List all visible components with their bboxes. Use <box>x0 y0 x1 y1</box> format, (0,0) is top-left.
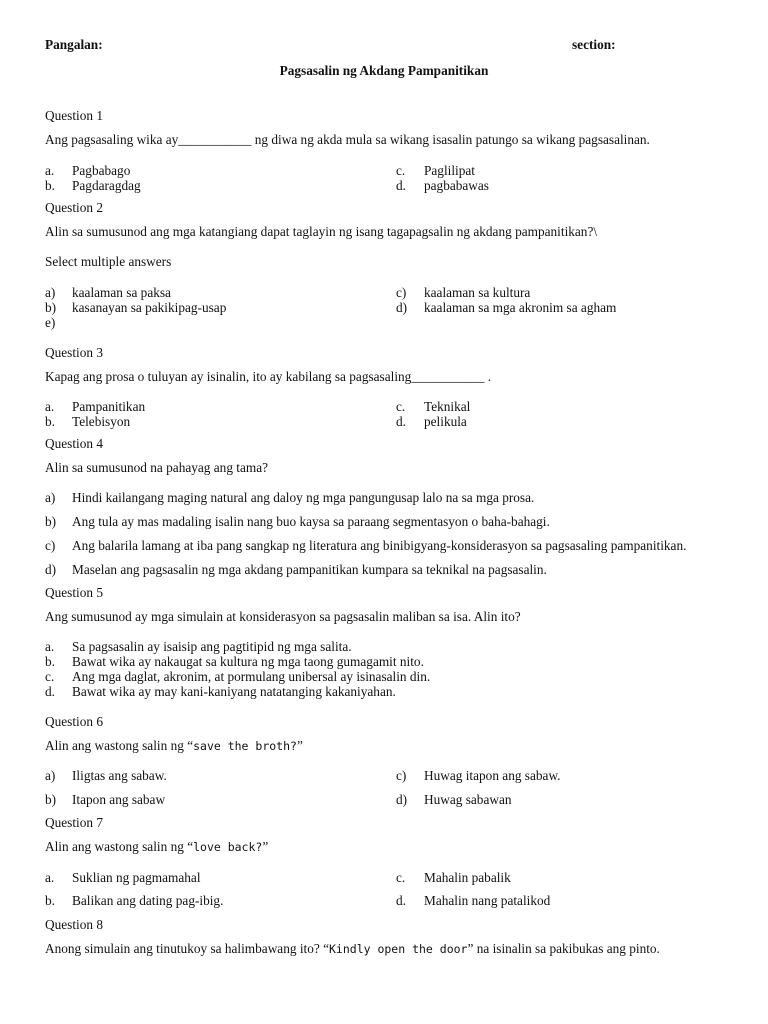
question-5-label: Question 5 <box>45 585 103 600</box>
q7-option-b: Balikan ang dating pag-ibig. <box>72 893 224 908</box>
q3-option-b: Telebisyon <box>72 414 131 429</box>
q5-option-b: Bawat wika ay nakaugat sa kultura ng mga taong gumagamit nito. <box>72 654 424 669</box>
name-label: Pangalan: <box>45 37 103 52</box>
q5-option-a: Sa pagsasalin ay isaisip ang pagtitipid ng mga salita. <box>72 639 352 654</box>
question-8-prompt-pre: Anong simulain ang tinutukoy sa halimbawang ito? “ <box>45 941 329 956</box>
q4-option-c-letter: c) <box>45 538 56 553</box>
question-2-instruction: Select multiple answers <box>45 254 172 269</box>
q6-option-c-letter: c) <box>396 768 407 783</box>
question-1-label: Question 1 <box>45 108 103 123</box>
question-7-label: Question 7 <box>45 815 103 830</box>
q2-option-b: kasanayan sa pakikipag-usap <box>72 300 227 315</box>
question-8-prompt <box>45 941 660 957</box>
q6-option-d: Huwag sabawan <box>424 792 512 807</box>
question-4-prompt: Alin sa sumusunod na pahayag ang tama? <box>45 460 269 475</box>
q1-option-c-letter: c. <box>396 163 406 178</box>
question-8-label: Question 8 <box>45 917 103 932</box>
question-6-prompt <box>45 738 303 754</box>
question-3-label: Question 3 <box>45 345 103 360</box>
question-7-prompt-post: ” <box>262 839 269 854</box>
q4-option-d-letter: d) <box>45 562 57 577</box>
page-title: Pagsasalin ng Akdang Pampanitikan <box>279 63 489 78</box>
q4-option-c: Ang balarila lamang at iba pang sangkap ng literatura ang binibigyang-konsiderasyon sa pagsasaling pampanitikan. <box>72 538 687 553</box>
question-7-phrase: love back? <box>193 840 263 854</box>
q2-option-a: kaalaman sa paksa <box>72 285 171 300</box>
question-1-prompt: Ang pagsasaling wika ay___________ ng diwa ng akda mula sa wikang isasalin patungo sa wikang pagsasalinan. <box>45 132 650 147</box>
q3-option-d-letter: d. <box>396 414 406 429</box>
q7-option-a: Suklian ng pagmamahal <box>72 870 201 885</box>
q4-option-a-letter: a) <box>45 490 56 505</box>
q7-option-d: Mahalin nang patalikod <box>424 893 551 908</box>
q7-option-c-letter: c. <box>396 870 406 885</box>
q2-option-d: kaalaman sa mga akronim sa agham <box>424 300 617 315</box>
q2-option-e-letter: e) <box>45 315 56 330</box>
q6-option-b-letter: b) <box>45 792 57 807</box>
q2-option-c: kaalaman sa kultura <box>424 285 531 300</box>
q6-option-c: Huwag itapon ang sabaw. <box>424 768 561 783</box>
question-2-prompt: Alin sa sumusunod ang mga katangiang dapat taglayin ng isang tagapagsalin ng akdang pampanitikan?\ <box>45 224 598 239</box>
q5-option-b-letter: b. <box>45 654 55 669</box>
question-6-prompt-pre: Alin ang wastong salin ng “ <box>45 738 194 753</box>
question-6-phrase: save the broth? <box>193 739 297 753</box>
question-8-phrase: Kindly open the door <box>329 942 468 956</box>
q2-option-d-letter: d) <box>396 300 408 315</box>
q1-option-d-letter: d. <box>396 178 406 193</box>
q2-option-a-letter: a) <box>45 285 56 300</box>
q1-option-b-letter: b. <box>45 178 55 193</box>
q6-option-d-letter: d) <box>396 792 408 807</box>
q5-option-a-letter: a. <box>45 639 55 654</box>
q1-option-a: Pagbabago <box>72 163 131 178</box>
q6-option-a-letter: a) <box>45 768 56 783</box>
q7-option-a-letter: a. <box>45 870 55 885</box>
q4-option-b-letter: b) <box>45 514 57 529</box>
q5-option-d-letter: d. <box>45 684 55 699</box>
q5-option-c: Ang mga daglat, akronim, at pormulang unibersal ay isinasalin din. <box>72 669 431 684</box>
q3-option-b-letter: b. <box>45 414 55 429</box>
q3-option-d: pelikula <box>424 414 467 429</box>
q2-option-b-letter: b) <box>45 300 57 315</box>
question-6-prompt-post: ” <box>296 738 303 753</box>
q3-option-c-letter: c. <box>396 399 406 414</box>
q6-option-b: Itapon ang sabaw <box>72 792 166 807</box>
q3-option-c: Teknikal <box>424 399 471 414</box>
q7-option-c: Mahalin pabalik <box>424 870 511 885</box>
q5-option-c-letter: c. <box>45 669 55 684</box>
question-8-prompt-post: ” na isinalin sa pakibukas ang pinto. <box>467 941 660 956</box>
question-2-label: Question 2 <box>45 200 103 215</box>
q3-option-a: Pampanitikan <box>72 399 146 414</box>
section-label: section: <box>572 37 616 52</box>
q1-option-b: Pagdaragdag <box>72 178 141 193</box>
q4-option-d: Maselan ang pagsasalin ng mga akdang pampanitikan kumpara sa teknikal na pagsasalin. <box>72 562 547 577</box>
q2-option-c-letter: c) <box>396 285 407 300</box>
q7-option-b-letter: b. <box>45 893 55 908</box>
question-4-label: Question 4 <box>45 436 103 451</box>
q7-option-d-letter: d. <box>396 893 406 908</box>
q1-option-c: Paglilipat <box>424 163 475 178</box>
question-7-prompt <box>45 839 268 855</box>
q1-option-d: pagbabawas <box>424 178 489 193</box>
question-5-prompt: Ang sumusunod ay mga simulain at konsiderasyon sa pagsasalin maliban sa isa. Alin ito? <box>45 609 521 624</box>
q4-option-a: Hindi kailangang maging natural ang daloy ng mga pangungusap lalo na sa mga prosa. <box>72 490 535 505</box>
question-3-prompt: Kapag ang prosa o tuluyan ay isinalin, ito ay kabilang sa pagsasaling___________ . <box>45 369 492 384</box>
q5-option-d: Bawat wika ay may kani-kaniyang natatanging kakaniyahan. <box>72 684 396 699</box>
q3-option-a-letter: a. <box>45 399 55 414</box>
question-6-label: Question 6 <box>45 714 103 729</box>
q1-option-a-letter: a. <box>45 163 55 178</box>
question-7-prompt-pre: Alin ang wastong salin ng “ <box>45 839 194 854</box>
q6-option-a: Iligtas ang sabaw. <box>72 768 167 783</box>
q4-option-b: Ang tula ay mas madaling isalin nang buo kaysa sa paraang segmentasyon o baha-bahagi. <box>72 514 550 529</box>
